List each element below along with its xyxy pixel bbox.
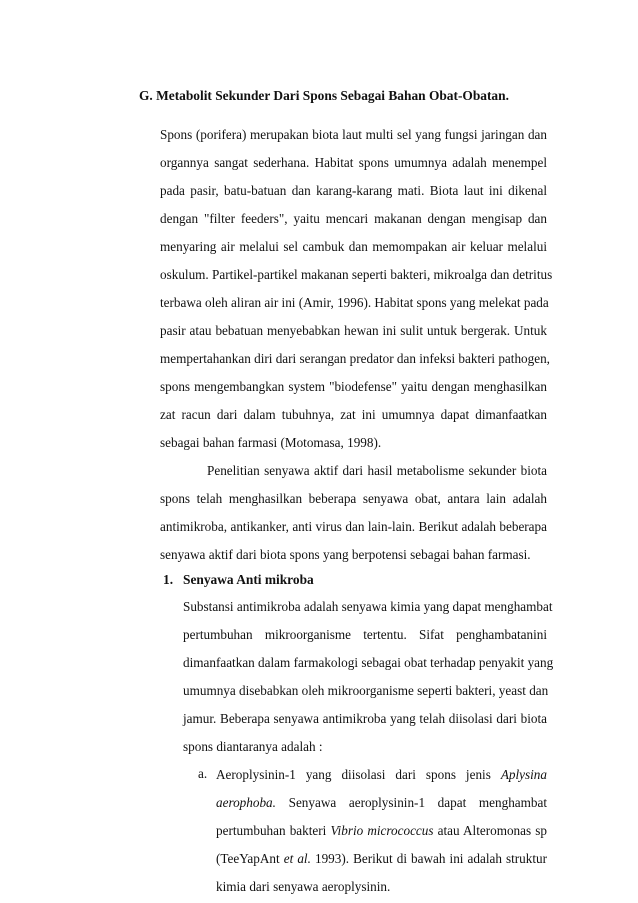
list-item-letter: a. <box>198 766 208 781</box>
paragraph-line: mempertahankan diri dari serangan predator dan infeksi bakteri pathogen, <box>160 351 550 366</box>
subsection-line: jamur. Beberapa senyawa antimikroba yang telah diisolasi dari biota <box>183 711 547 726</box>
subsection-line: spons diantaranya adalah : <box>183 739 323 754</box>
subsection-line: pertumbuhan mikroorganisme tertentu. Sifat penghambatanini <box>183 627 547 642</box>
paragraph-line: dengan "filter feeders", yaitu mencari makanan dengan mengisap dan <box>160 211 547 226</box>
subsection-number: 1. <box>163 572 174 587</box>
paragraph-line: organnya sangat sederhana. Habitat spons umumnya adalah menempel <box>160 155 547 170</box>
paragraph-line: pasir atau bebatuan menyebabkan hewan ini sulit untuk bergerak. Untuk <box>160 323 547 338</box>
paragraph-line: terbawa oleh aliran air ini (Amir, 1996). Habitat spons yang melekat pada <box>160 295 549 310</box>
list-item-line: aerophoba. Senyawa aeroplysinin-1 dapat menghambat <box>216 795 548 810</box>
paragraph-line: sebagai bahan farmasi (Motomasa, 1998). <box>160 435 382 450</box>
subsection-line: Substansi antimikroba adalah senyawa kimia yang dapat menghambat <box>183 599 553 614</box>
paragraph-line: spons mengembangkan system "biodefense" yaitu dengan menghasilkan <box>160 379 547 394</box>
subsection-line: umumnya disebabkan oleh mikroorganisme seperti bakteri, yeast dan <box>183 683 549 698</box>
list-item-line: kimia dari senyawa aeroplysinin. <box>216 879 391 894</box>
section-heading: G. Metabolit Sekunder Dari Spons Sebagai Bahan Obat-Obatan. <box>139 88 509 103</box>
paragraph-line: zat racun dari dalam tubuhnya, zat ini umumnya dapat dimanfaatkan <box>160 407 547 422</box>
list-item-line: (TeeYapAnt et al. 1993). Berikut di bawah ini adalah struktur <box>216 851 548 866</box>
paragraph-line: pada pasir, batu-batuan dan karang-karang mati. Biota laut ini dikenal <box>160 183 547 198</box>
paragraph-line: senyawa aktif dari biota spons yang berpotensi sebagai bahan farmasi. <box>160 547 531 562</box>
paragraph-line: spons telah menghasilkan beberapa senyawa obat, antara lain adalah <box>160 491 547 506</box>
paragraph-line: menyaring air melalui sel cambuk dan memompakan air keluar melalui <box>160 239 547 254</box>
paragraph-line: Penelitian senyawa aktif dari hasil metabolisme sekunder biota <box>207 463 547 478</box>
paragraph-line: antimikroba, antikanker, anti virus dan lain-lain. Berikut adalah beberapa <box>160 519 547 534</box>
paragraph-line: oskulum. Partikel-partikel makanan seperti bakteri, mikroalga dan detritus <box>160 267 553 282</box>
subsection-title: Senyawa Anti mikroba <box>183 572 314 587</box>
list-item-line: pertumbuhan bakteri Vibrio micrococcus atau Alteromonas sp <box>216 823 547 838</box>
paragraph-line: Spons (porifera) merupakan biota laut multi sel yang fungsi jaringan dan <box>160 127 547 142</box>
subsection-line: dimanfaatkan dalam farmakologi sebagai obat terhadap penyakit yang <box>183 655 554 670</box>
list-item-line: Aeroplysinin-1 yang diisolasi dari spons jenis Aplysina <box>216 767 547 782</box>
